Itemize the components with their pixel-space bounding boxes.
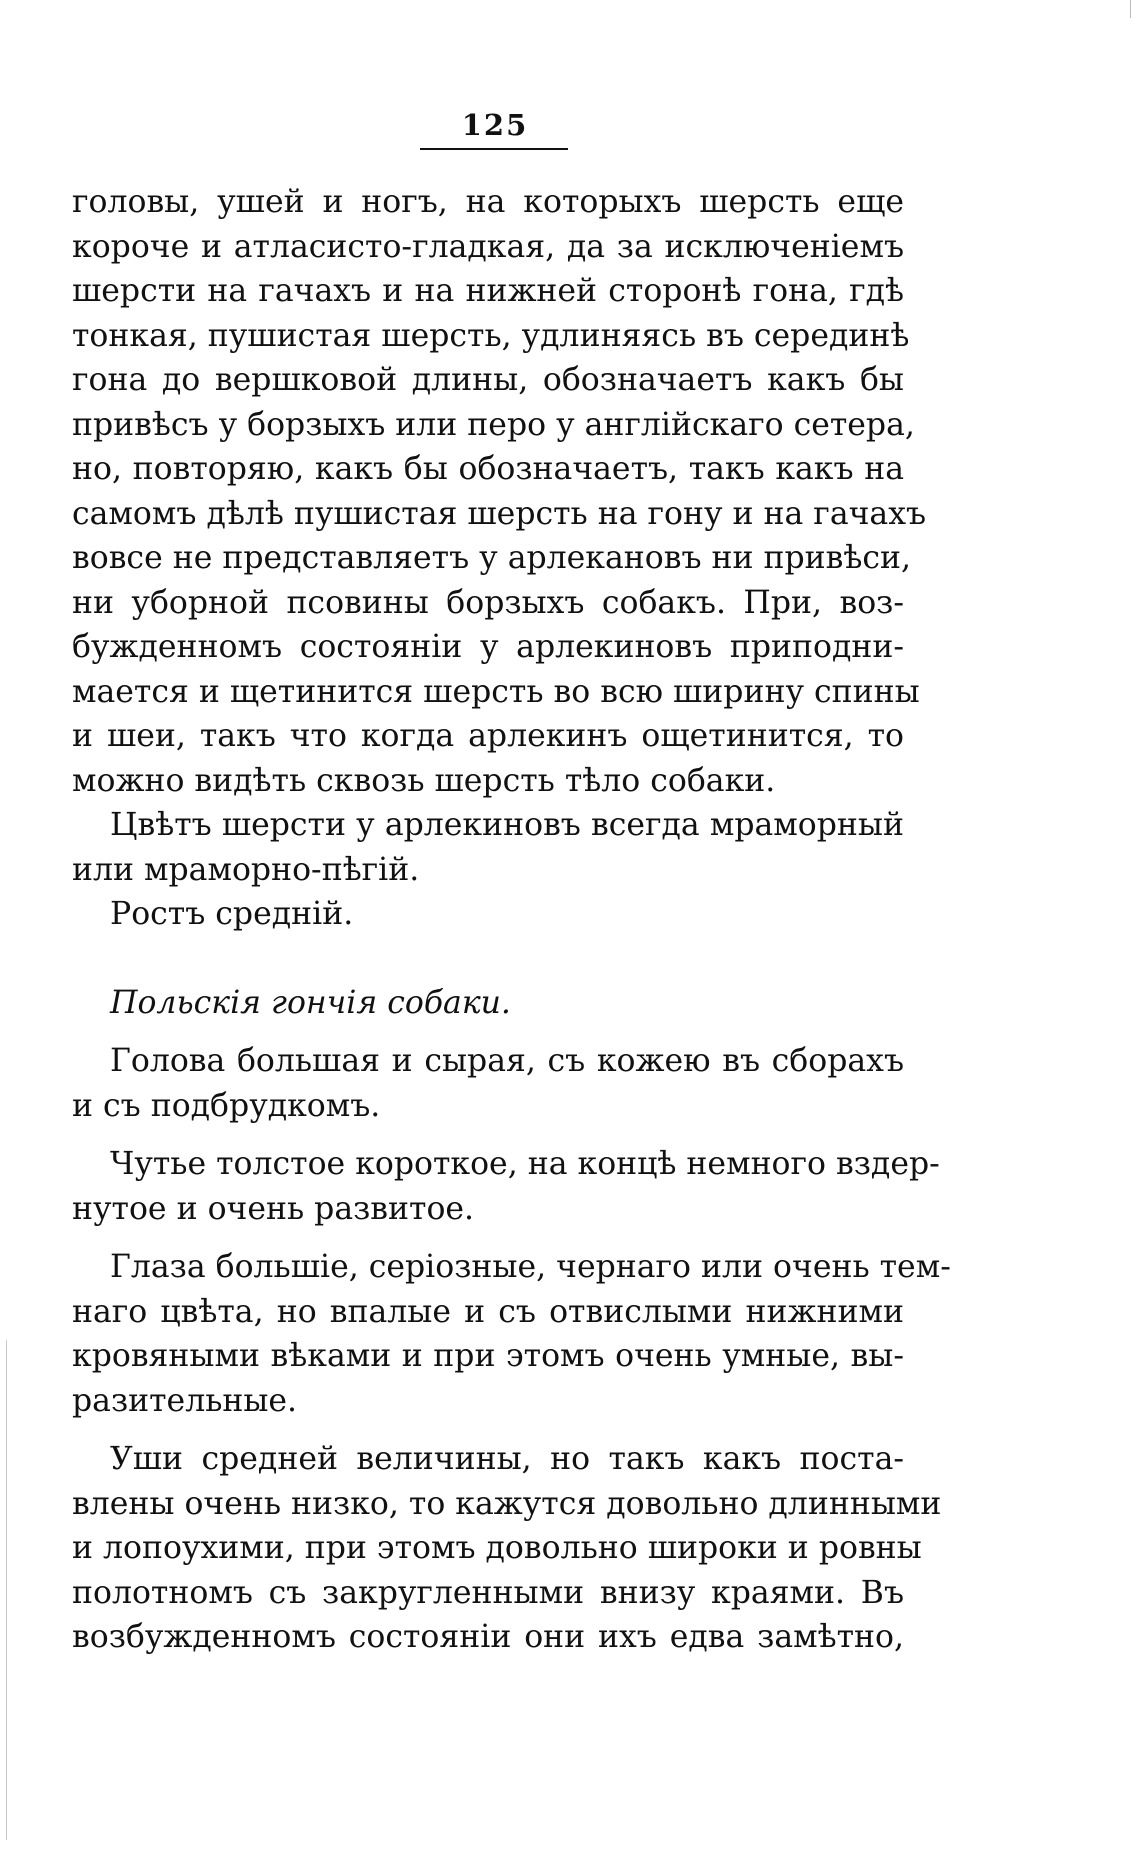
page-edge-shadow <box>6 1340 7 1840</box>
text-line: и съ подбрудкомъ. <box>72 1087 381 1124</box>
text-line: Цвѣтъ шерсти у арлекиновъ всегда мраморный <box>110 807 904 843</box>
text-line: гона до вершковой длины, обозначаетъ какъ бы <box>72 362 904 398</box>
text-line: ни уборной псовины борзыхъ собакъ. При, воз- <box>72 584 904 621</box>
text-line: Чутье толстое короткое, на концѣ немного вздер- <box>110 1146 940 1182</box>
text-line: шерсти на гачахъ и на нижней сторонѣ гона, гдѣ <box>72 273 904 309</box>
text-line: и лопоухими, при этомъ довольно широки и ровны <box>72 1530 922 1566</box>
page-number-rule <box>420 148 568 150</box>
paragraph <box>72 1039 904 1128</box>
text-line: влены очень низко, то кажутся довольно длинными <box>72 1485 942 1522</box>
text-line: Глаза большіе, серіозные, чернаго или очень тем- <box>110 1249 951 1285</box>
paragraph <box>72 1245 951 1423</box>
text-line: или мраморно-пѣгій. <box>72 851 420 888</box>
text-line: самомъ дѣлѣ пушистая шерсть на гону и на гачахъ <box>72 495 927 532</box>
paragraph <box>72 1142 940 1231</box>
text-line: можно видѣть сквозь шерсть тѣло собаки. <box>72 762 776 799</box>
page-edge-mark <box>1130 0 1131 18</box>
paragraph <box>72 892 904 937</box>
text-line: привѣсъ у борзыхъ или перо у англійскаго сетера, <box>72 406 915 443</box>
paragraph <box>72 1437 942 1660</box>
text-line: бужденномъ состояніи у арлекиновъ приподни- <box>72 629 904 665</box>
text-line: короче и атласисто-гладкая, да за исключеніемъ <box>72 228 904 265</box>
paragraph <box>72 803 904 892</box>
body-text <box>72 180 951 1660</box>
text-line: головы, ушей и ногъ, на которыхъ шерсть еще <box>72 184 904 220</box>
paragraph <box>72 180 927 803</box>
text-line: нутое и очень развитое. <box>72 1190 475 1227</box>
page-number: 125 <box>461 108 529 142</box>
text-line: кровяными вѣками и при этомъ очень умные, вы- <box>72 1338 904 1374</box>
text-line: Уши средней величины, но такъ какъ поста- <box>110 1441 904 1477</box>
text-line: наго цвѣта, но впалые и съ отвислыми нижними <box>72 1293 904 1330</box>
text-line: Голова большая и сырая, съ кожею въ сборахъ <box>110 1043 904 1079</box>
text-line: тонкая, пушистая шерсть, удлиняясь въ серединѣ <box>72 317 910 354</box>
text-line: но, повторяю, какъ бы обозначаетъ, такъ какъ на <box>72 451 904 487</box>
text-line: мается и щетинится шерсть во всю ширину спины <box>72 673 920 710</box>
section-heading: Польскія гончія собаки. <box>110 984 511 1021</box>
text-line: возбужденномъ состояніи они ихъ едва замѣтно, <box>72 1619 904 1655</box>
text-line: Ростъ средній. <box>110 896 354 932</box>
text-line: разительные. <box>72 1382 298 1419</box>
text-line: полотномъ съ закругленными внизу краями. Въ <box>72 1574 904 1611</box>
text-line: вовсе не представляетъ у арлекановъ ни привѣси, <box>72 540 912 576</box>
text-line: и шеи, такъ что когда арлекинъ ощетинится, то <box>72 718 904 754</box>
